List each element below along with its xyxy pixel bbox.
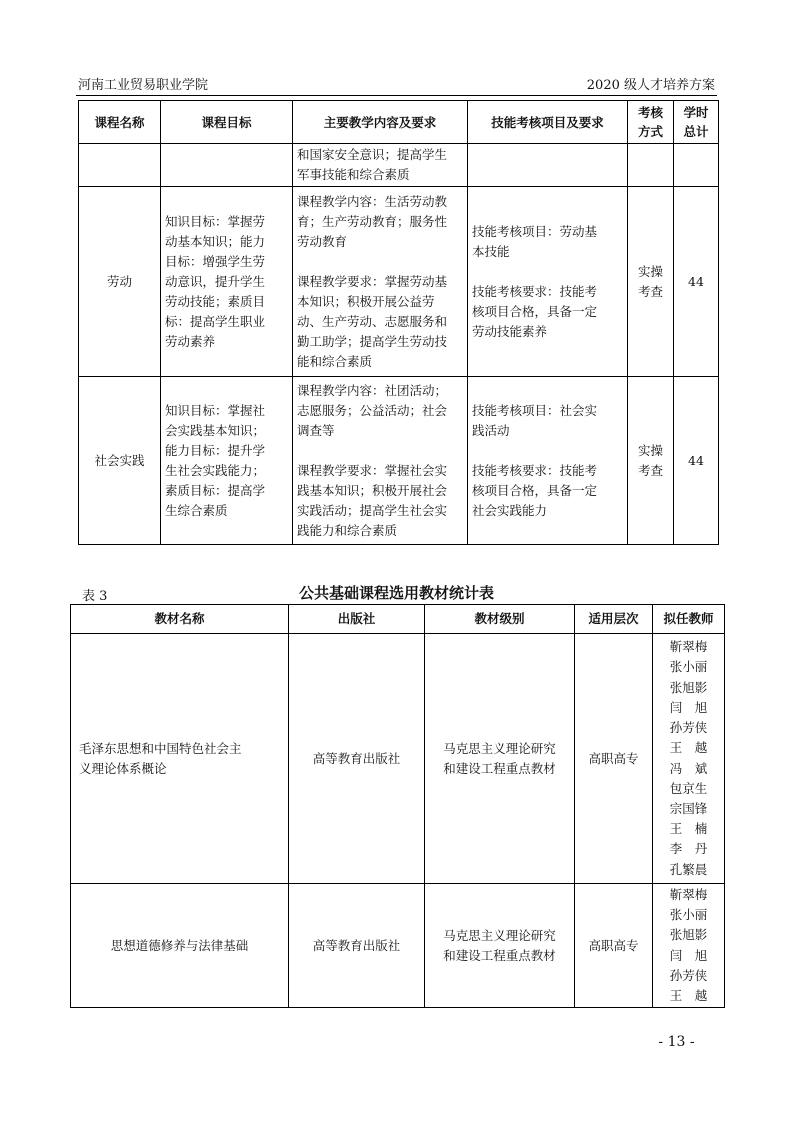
cell-teachers [653, 634, 725, 884]
table-row-social-practice [79, 377, 719, 545]
cell-applicable-tier: 高职高专 [575, 634, 653, 884]
cell-textbook-level [425, 884, 575, 1008]
table-row-labor [79, 187, 719, 377]
teacher-name: 王 楠 [669, 821, 708, 837]
paragraph-gap [472, 441, 623, 461]
col-skill-assessment: 技能考核项目及要求 [468, 101, 628, 144]
text-line: 考查 [637, 283, 663, 299]
col-assess-method [628, 101, 674, 144]
table-row [71, 884, 725, 1008]
text-line: 课程教学要求：掌握社会实 [297, 462, 448, 478]
col-main-content: 主要教学内容及要求 [293, 101, 468, 144]
text-line: 技能考核项目：社会实 [472, 402, 598, 418]
paragraph-gap [472, 262, 623, 282]
cell-textbook-name [71, 634, 289, 884]
text-line: 素质目标：提高学 [165, 482, 266, 498]
text-line: 调查等 [297, 422, 335, 438]
text-line: 技能考核项目：劳动基 [472, 223, 598, 239]
cell-total-hours: 44 [674, 377, 719, 545]
text-line: 军事技能和综合素质 [297, 167, 410, 182]
cell-total-hours: 44 [674, 187, 719, 377]
text-line: 育；生产劳动教育；服务性 [297, 213, 448, 229]
cell-applicable-tier: 高职高专 [575, 884, 653, 1008]
text-line: 核项目合格，具备一定 [472, 303, 598, 319]
teacher-name: 王 越 [669, 740, 708, 756]
text-line: 践活动 [472, 422, 510, 438]
cell-course-name: 社会实践 [79, 377, 161, 545]
cell-content-continued [293, 144, 468, 187]
paragraph-gap [297, 252, 463, 272]
text-line: 动意识，提升学生 [165, 273, 266, 289]
header-divider [76, 95, 717, 96]
cell-publisher: 高等教育出版社 [289, 884, 425, 1008]
textbook-table [70, 604, 725, 1008]
text-line: 目标：增强学生劳 [165, 253, 266, 269]
page-number: - 13 - [658, 1034, 695, 1050]
text-line: 劳动技能素养 [472, 323, 548, 339]
text-line: 思想道德修养与法律基础 [110, 937, 249, 953]
text-line: 勤工助学；提高学生劳动技 [297, 333, 448, 349]
teacher-name: 冯 斌 [669, 760, 708, 776]
teacher-name: 闫 旭 [669, 699, 708, 715]
text-line: 和建设工程重点教材 [443, 947, 556, 963]
cell-assess-method [628, 187, 674, 377]
text-line: 会实践基本知识； [165, 422, 266, 438]
text-line: 考查 [637, 462, 663, 478]
textbook-table-header-row [71, 605, 725, 634]
text-line: 劳动素养 [165, 333, 216, 349]
col-textbook-level: 教材级别 [425, 605, 575, 634]
header-plan-title: 2020 级人才培养方案 [586, 78, 715, 93]
cell-teachers [653, 884, 725, 1008]
col-teachers: 拟任教师 [653, 605, 725, 634]
course-table-header-row [79, 101, 719, 144]
cell-textbook-level [425, 634, 575, 884]
col-course-name: 课程名称 [79, 101, 161, 144]
text-line: 动基本知识；能力 [165, 233, 266, 249]
teacher-name: 靳翠梅 [669, 886, 708, 902]
cell-main-content [293, 187, 468, 377]
text-line: 马克思主义理论研究 [443, 740, 556, 756]
cell-course-name: 劳动 [79, 187, 161, 377]
text-line: 生社会实践能力； [165, 462, 266, 478]
teacher-name: 李 丹 [669, 841, 708, 857]
cell-publisher: 高等教育出版社 [289, 634, 425, 884]
text-line: 知识目标：掌握劳 [165, 213, 266, 229]
text-line: 课程教学内容：生活劳动教 [297, 193, 448, 209]
teacher-name: 王 越 [669, 987, 708, 1003]
teacher-name: 张旭影 [669, 679, 708, 695]
text-line: 本技能 [472, 243, 510, 259]
teacher-name: 孙芳侠 [669, 720, 708, 736]
cell-empty [161, 144, 293, 187]
teacher-name: 张小丽 [669, 659, 708, 675]
cell-textbook-name [71, 884, 289, 1008]
text-line: 劳动技能；素质目 [165, 293, 266, 309]
cell-skill-assessment [468, 187, 628, 377]
teacher-name: 张旭影 [669, 927, 708, 943]
text-line: 动、生产劳动、志愿服务和 [297, 313, 448, 329]
text-line: 和国家安全意识；提高学生 [297, 147, 448, 162]
col-textbook-name: 教材名称 [71, 605, 289, 634]
table-row-continuation [79, 144, 719, 187]
text-line: 践能力和综合素质 [297, 522, 398, 538]
col-total-hours-line1: 学时 [683, 105, 709, 120]
col-publisher: 出版社 [289, 605, 425, 634]
text-line: 志愿服务；公益活动；社会 [297, 402, 448, 418]
course-table [78, 100, 719, 545]
col-assess-method-line1: 考核 [637, 105, 663, 120]
text-line: 和建设工程重点教材 [443, 760, 556, 776]
teacher-name: 闫 旭 [669, 947, 708, 963]
header-institution: 河南工业贸易职业学院 [78, 78, 209, 93]
text-line: 本知识；积极开展公益劳 [297, 293, 435, 309]
text-line: 践基本知识；积极开展社会 [297, 482, 448, 498]
text-line: 知识目标：掌握社 [165, 402, 266, 418]
col-course-goal: 课程目标 [161, 101, 293, 144]
text-line: 实践活动；提高学生社会实 [297, 502, 448, 518]
teacher-name: 孔繁晨 [669, 861, 708, 877]
col-assess-method-line2: 方式 [637, 124, 663, 139]
cell-skill-assessment [468, 377, 628, 545]
teacher-name: 张小丽 [669, 907, 708, 923]
text-line: 能力目标：提升学 [165, 442, 266, 458]
table-row [71, 634, 725, 884]
cell-course-goal [161, 187, 293, 377]
col-total-hours [674, 101, 719, 144]
table3-title: 公共基础课程选用教材统计表 [298, 584, 494, 602]
text-line: 毛泽东思想和中国特色社会主 [79, 740, 242, 756]
text-line: 核项目合格，具备一定 [472, 482, 598, 498]
cell-empty [468, 144, 628, 187]
text-line: 标：提高学生职业 [165, 313, 266, 329]
text-line: 马克思主义理论研究 [443, 927, 556, 943]
text-line: 课程教学内容：社团活动； [297, 382, 448, 398]
cell-assess-method [628, 377, 674, 545]
table3-label: 表 3 [82, 589, 108, 604]
text-line: 社会实践能力 [472, 502, 548, 518]
teacher-name: 宗国锋 [669, 800, 708, 816]
teacher-name: 孙芳侠 [669, 967, 708, 983]
text-line: 技能考核要求：技能考 [472, 462, 598, 478]
text-line: 技能考核要求：技能考 [472, 283, 598, 299]
text-line: 实操 [637, 263, 663, 279]
cell-course-goal [161, 377, 293, 545]
cell-empty [674, 144, 719, 187]
cell-empty [79, 144, 161, 187]
cell-empty [628, 144, 674, 187]
teacher-name: 靳翠梅 [669, 639, 708, 655]
text-line: 能和综合素质 [297, 353, 373, 369]
paragraph-gap [297, 441, 463, 461]
text-line: 义理论体系概论 [79, 760, 167, 776]
col-total-hours-line2: 总计 [683, 124, 709, 139]
text-line: 生综合素质 [165, 502, 228, 518]
text-line: 劳动教育 [297, 233, 348, 249]
text-line: 实操 [637, 442, 663, 458]
teacher-name: 包京生 [669, 780, 708, 796]
col-applicable-tier: 适用层次 [575, 605, 653, 634]
cell-main-content [293, 377, 468, 545]
text-line: 课程教学要求：掌握劳动基 [297, 273, 448, 289]
